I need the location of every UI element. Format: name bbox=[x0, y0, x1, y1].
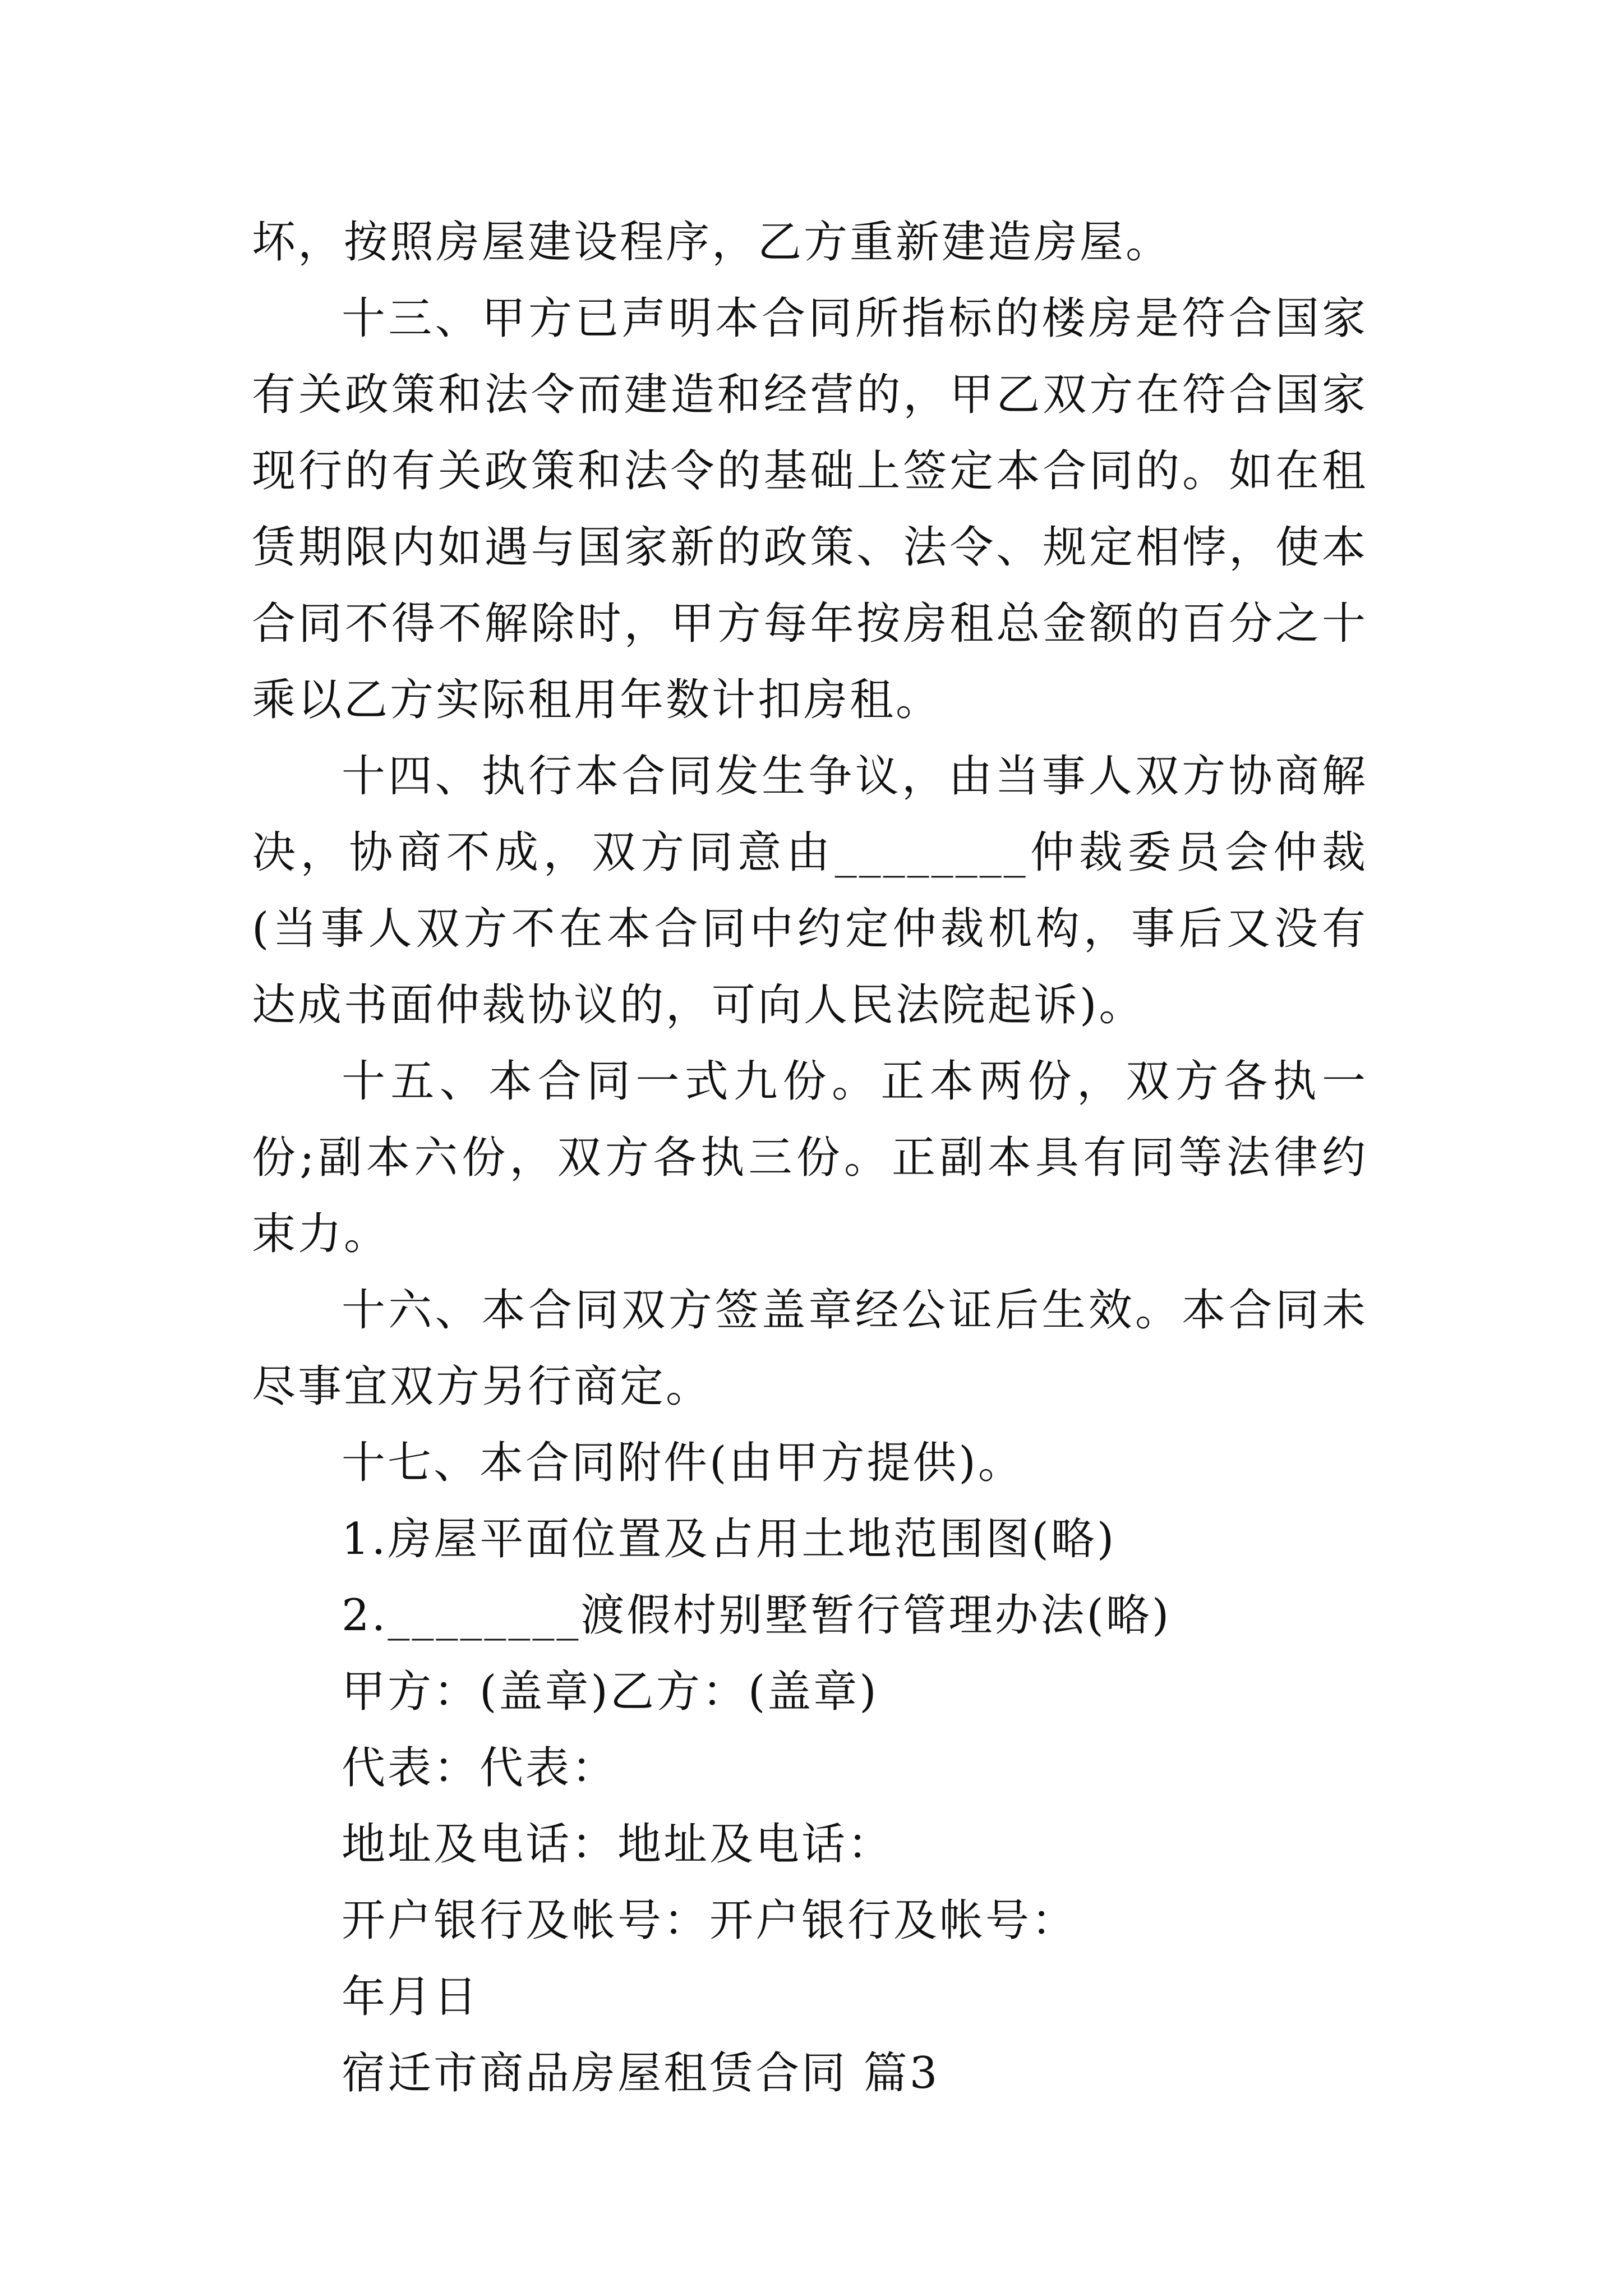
date-line: 年月日 bbox=[342, 1972, 480, 2022]
representative-line: 代表：代表： bbox=[342, 1743, 618, 1793]
attachment-item-2: 2.________渡假村别墅暂行管理办法(略) bbox=[342, 1590, 1172, 1641]
paragraph-clause-14: 十四、执行本合同发生争议，由当事人双方协商解决，协商不成，双方同意由________仲裁委员会仲裁(当事人双方不在本合同中约定仲裁机构，事后又没有达成书面仲裁协议的，可向人民法院起诉)。 bbox=[252, 751, 1368, 1030]
paragraph-clause-13: 十三、甲方已声明本合同所指标的楼房是符合国家有关政策和法令而建造和经营的，甲乙双方在符合国家现行的有关政策和法令的基础上签定本合同的。如在租赁期限内如遇与国家新的政策、法令、规定相悖，使本合同不得不解除时，甲方每年按房租总金额的百分之十乘以乙方实际租用年数计扣房租。 bbox=[252, 293, 1368, 725]
address-phone-line: 地址及电话：地址及电话： bbox=[342, 1819, 894, 1870]
next-section-title: 宿迁市商品房屋租赁合同 篇3 bbox=[342, 2048, 940, 2099]
paragraph-clause-17: 十七、本合同附件(由甲方提供)。 bbox=[342, 1438, 1024, 1488]
signature-parties-line: 甲方：(盖章)乙方：(盖章) bbox=[342, 1667, 879, 1717]
attachment-item-1: 1.房屋平面位置及占用土地范围图(略) bbox=[342, 1514, 1117, 1565]
paragraph-clause-16: 十六、本合同双方签盖章经公证后生效。本合同未尽事宜双方另行商定。 bbox=[252, 1285, 1368, 1412]
bank-account-line: 开户银行及帐号：开户银行及帐号： bbox=[342, 1895, 1078, 1946]
paragraph-continuation: 坏，按照房屋建设程序，乙方重新建造房屋。 bbox=[252, 217, 1172, 268]
document-body bbox=[252, 204, 1368, 2111]
paragraph-clause-15: 十五、本合同一式九份。正本两份，双方各执一份;副本六份，双方各执三份。正副本具有同等法律约束力。 bbox=[252, 1056, 1368, 1259]
